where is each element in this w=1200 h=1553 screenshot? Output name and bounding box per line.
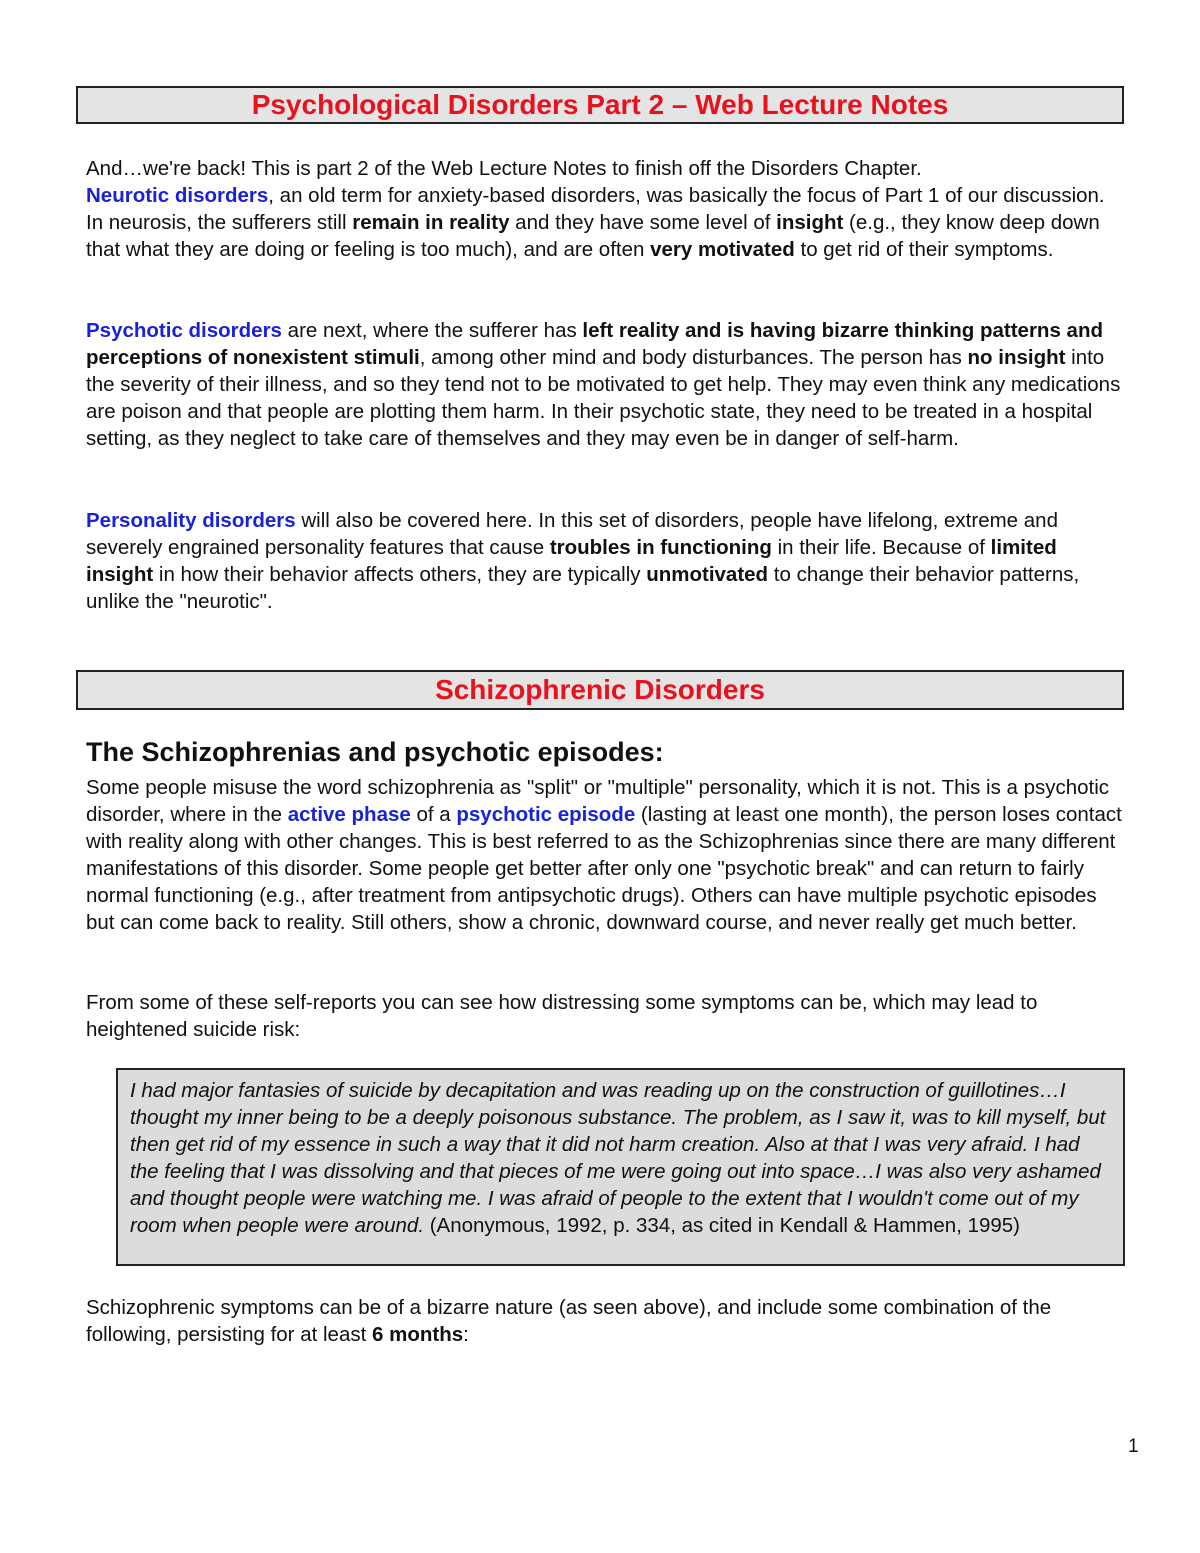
bold-left-reality: left reality and is having bizarre thinking patterns and perceptions of nonexistent stimuli: [86, 319, 1103, 369]
bold-remain-in-reality: remain in reality: [352, 211, 510, 234]
symptoms-paragraph: [86, 1294, 1126, 1348]
section-title: [76, 670, 1124, 710]
bold-insight: insight: [776, 211, 844, 234]
psychotic-paragraph: [86, 317, 1126, 452]
schizophrenias-paragraph: [86, 774, 1126, 936]
schizo-text-3: (lasting at least one month), the person loses contact with reality along with other changes. This is best referred to as the Schizophrenias since there are many different manifestations of this disorder. Some people get better after only one "psychotic break" and can return to fairly normal functioning (e.g., after treatment from antipsychotic drugs). Others can have multiple psychotic episodes but can come back to reality. Still others, show a chronic, downward course, and never really get much better.: [86, 803, 1122, 934]
psychotic-text-2: , among other mind and body disturbances. The person has: [419, 346, 968, 369]
psychotic-text-1: are next, where the sufferer has: [281, 319, 583, 342]
page-title-text: Psychological Disorders Part 2 – Web Lecture Notes: [251, 89, 949, 120]
quote-text: I had major fantasies of suicide by decapitation and was reading up on the construction of guillotines…I thought my inner being to be a deeply poisonous substance. The problem, as I saw it, was to kill myself, but then get rid of my essence in such a way that it did not harm creation. Also at that I was very afraid. I had the feeling that I was dissolving and that pieces of me were going out into space…I was also very ashamed and thought people were watching me. I was afraid of people to the extent that I wouldn't come out of my room when people were around.: [130, 1079, 1106, 1237]
psychotic-text-3: into the severity of their illness, and so they tend not to be motivated to get help. They may even think any medications are poison and that people are plotting them harm. In their psychotic state, they need to be treated in a hospital setting, as they neglect to take care of themselves and they may even be in danger of self-harm.: [86, 346, 1121, 450]
intro-text-4: (e.g., they know deep down that what they are doing or feeling is too much), and are often: [86, 211, 1100, 261]
term-active-phase: active phase: [287, 803, 411, 826]
personality-text-2: in their life. Because of: [771, 536, 991, 559]
schizo-text-2: of a: [410, 803, 457, 826]
schizo-text-1: Some people misuse the word schizophrenia as "split" or "multiple" personality, which it is not. This is a psychotic disorder, where in the: [86, 776, 1110, 826]
term-neurotic-disorders: Neurotic disorders: [86, 184, 269, 207]
bold-no-insight: no insight: [967, 346, 1066, 369]
intro-paragraph: [86, 155, 1126, 263]
section-heading: The Schizophrenias and psychotic episodes:: [86, 737, 664, 767]
personality-text-1: will also be covered here. In this set of disorders, people have lifelong, extreme and severely engrained personality features that cause: [86, 509, 1058, 559]
term-personality-disorders: Personality disorders: [86, 509, 296, 532]
personality-text-4: to change their behavior patterns, unlike the "neurotic".: [86, 563, 1080, 613]
term-psychotic-episode: psychotic episode: [456, 803, 636, 826]
intro-text-3: and they have some level of: [509, 211, 777, 234]
personality-text-3: in how their behavior affects others, they are typically: [153, 563, 647, 586]
page-title: [76, 86, 1124, 124]
bold-unmotivated: unmotivated: [646, 563, 769, 586]
bold-limited-insight: limited insight: [86, 536, 1057, 586]
quote-citation: (Anonymous, 1992, p. 334, as cited in Kendall & Hammen, 1995): [424, 1214, 1021, 1237]
self-reports-paragraph: From some of these self-reports you can see how distressing some symptoms can be, which may lead to heightened suicide risk:: [86, 991, 1038, 1041]
bold-troubles-in-functioning: troubles in functioning: [549, 536, 772, 559]
intro-text-5: to get rid of their symptoms.: [794, 238, 1054, 261]
section-title-text: Schizophrenic Disorders: [435, 674, 765, 705]
bold-6-months: 6 months: [372, 1323, 464, 1346]
symptoms-text-2: :: [463, 1323, 469, 1346]
intro-text-1: And…we're back! This is part 2 of the Web Lecture Notes to finish off the Disorders Chapter.: [86, 157, 922, 180]
personality-paragraph: [86, 507, 1126, 615]
page-number: 1: [1128, 1436, 1139, 1457]
bold-very-motivated: very motivated: [650, 238, 795, 261]
quote-box: [116, 1068, 1125, 1266]
term-psychotic-disorders: Psychotic disorders: [86, 319, 282, 342]
intro-text-2: , an old term for anxiety-based disorders, was basically the focus of Part 1 of our discussion. In neurosis, the sufferers still: [86, 184, 1105, 234]
symptoms-text-1: Schizophrenic symptoms can be of a bizarre nature (as seen above), and include some combination of the following, persisting for at least: [86, 1296, 1052, 1346]
